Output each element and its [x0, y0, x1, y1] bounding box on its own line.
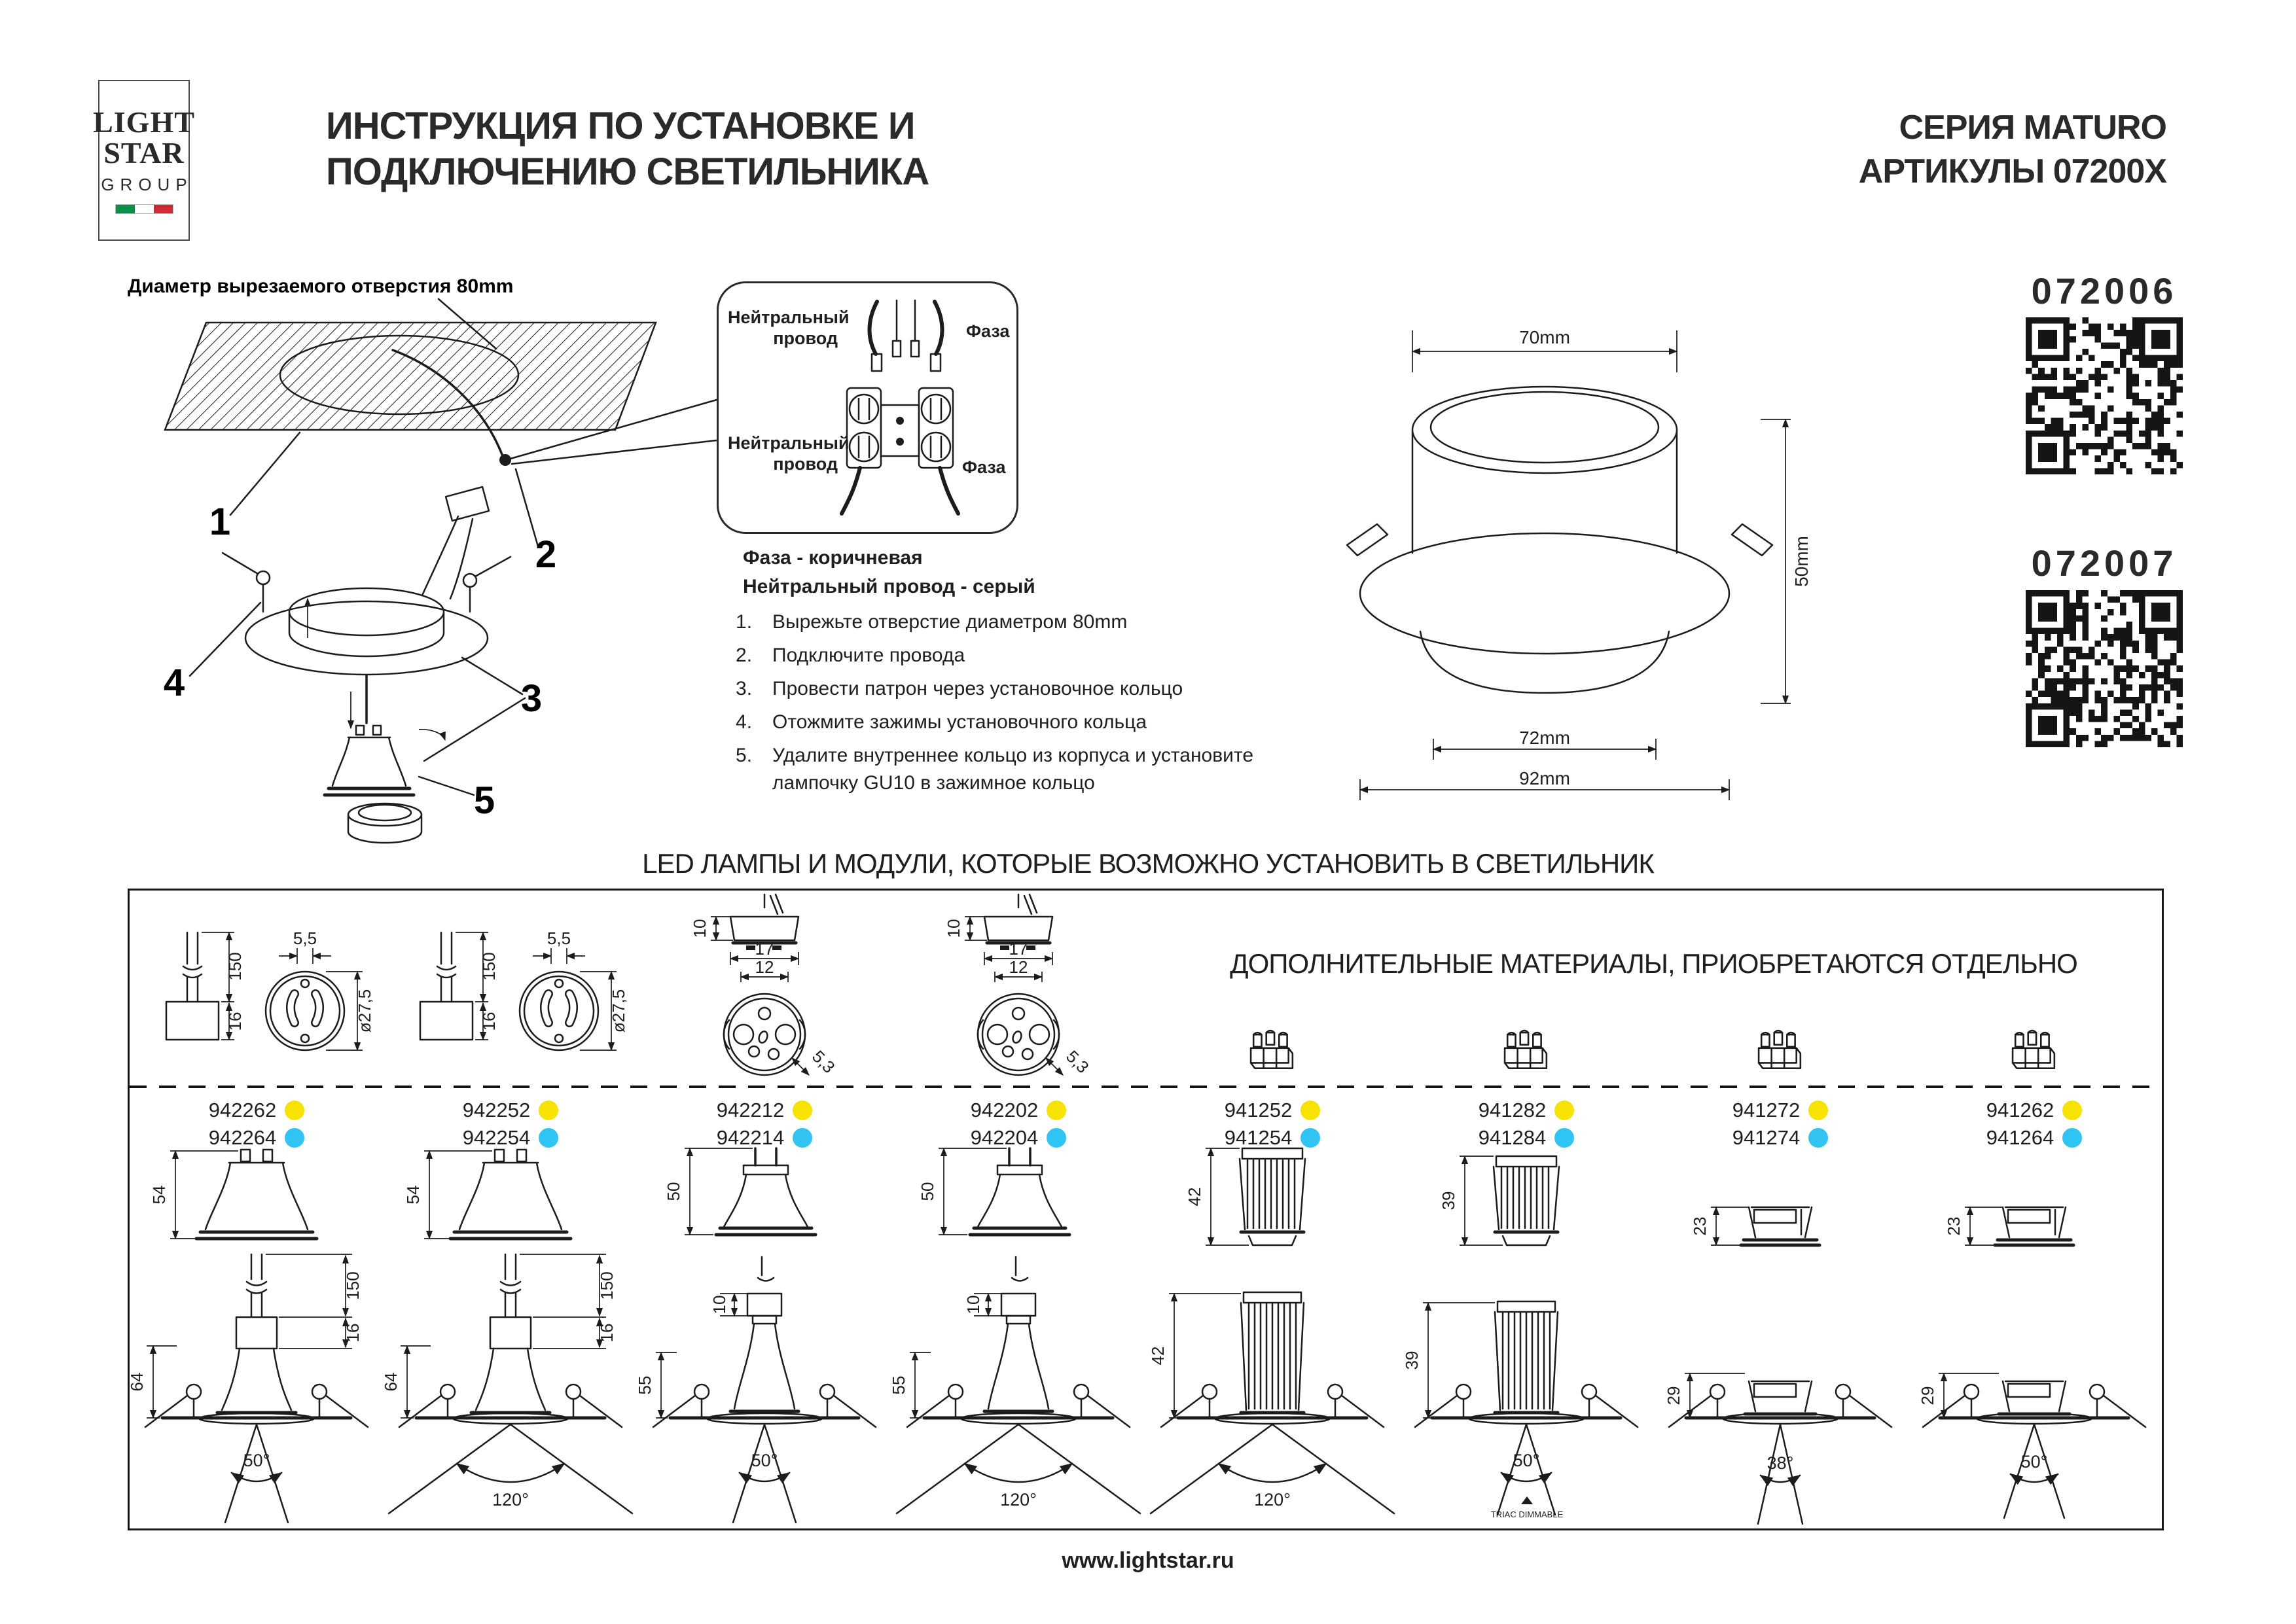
gu10-lamp-drawing: [384, 1147, 637, 1253]
step-5: Удалите внутреннее кольцо из корпуса и установите лампочку GU10 в зажимное кольцо: [772, 745, 1254, 794]
article-row: [1653, 1097, 1907, 1123]
module-top-label: 10: [709, 1295, 729, 1315]
dim-16: 16: [225, 1012, 245, 1031]
beam-angle-label: 120°: [492, 1490, 529, 1509]
article-number-072007: 072007: [2031, 542, 2178, 584]
neutral-color-note: Нейтральный провод - серый: [743, 576, 1035, 597]
lamp-height-label: 50: [664, 1182, 683, 1201]
series-name: СЕРИЯ MATURO: [1899, 109, 2166, 147]
wiring-callout-box: [717, 281, 1018, 534]
yellow-color-dot: [1300, 1101, 1320, 1120]
installation-steps: [732, 609, 1321, 803]
yellow-color-dot: [1808, 1101, 1828, 1120]
blue-color-dot: [1047, 1128, 1066, 1148]
article-code: 942252: [462, 1099, 531, 1121]
mr16-lamp-drawing: [637, 1147, 891, 1253]
mounted-fixture-drawing: [1907, 1253, 2161, 1527]
terminal-connector-icon: [1753, 1029, 1808, 1076]
module-top-label: 10: [963, 1295, 983, 1315]
wire-length-label: 150: [343, 1271, 363, 1300]
dim-5-3: 5,3: [808, 1046, 839, 1078]
gu10-socket-drawing: [384, 926, 637, 1089]
article-code: 942212: [716, 1099, 785, 1121]
terminal-connector-icon: [1245, 1029, 1300, 1076]
lamp-height-label: 23: [1944, 1216, 1964, 1236]
article-code: 942254: [462, 1126, 531, 1149]
phase-color-note: Фаза - коричневая: [743, 547, 923, 569]
low-module-drawing: [1907, 1147, 2161, 1253]
dim-150: 150: [225, 952, 245, 981]
page-title-line1: ИНСТРУКЦИЯ ПО УСТАНОВКЕ И: [326, 105, 915, 147]
step-3: Провести патрон через установочное кольцо: [772, 678, 1183, 699]
blue-color-dot: [793, 1128, 812, 1148]
mounted-fixture-drawing: [637, 1253, 891, 1527]
mr16-socket-drawing: [637, 894, 891, 1086]
low-module-drawing: [1653, 1147, 1907, 1253]
lamp-height-label: 54: [149, 1185, 169, 1205]
article-row: [384, 1097, 637, 1123]
fixture-dimensions-drawing: [1335, 291, 1833, 808]
lamp-column-1: [127, 891, 384, 1528]
dim-72mm: 72mm: [1519, 728, 1570, 748]
mount-height-label: 64: [127, 1372, 147, 1392]
mount-height-label: 64: [381, 1372, 401, 1392]
gu10-lamp-drawing: [130, 1147, 384, 1253]
wire-length-label: 150: [597, 1271, 617, 1300]
beam-angle-label: 50°: [1513, 1451, 1540, 1470]
beam-angle-label: 120°: [1000, 1490, 1037, 1509]
dim-16: 16: [479, 1012, 499, 1031]
dim-5-3: 5,3: [1062, 1046, 1093, 1078]
article-row: [130, 1097, 384, 1123]
lamp-height-label: 39: [1439, 1191, 1458, 1210]
article-code: 941284: [1478, 1126, 1547, 1149]
mr16-lamp-drawing: [891, 1147, 1145, 1253]
lamp-height-label: 50: [918, 1182, 937, 1201]
dim-17: 17: [755, 939, 774, 959]
blue-color-dot: [539, 1128, 558, 1148]
lamp-height-label: 42: [1185, 1187, 1204, 1207]
series-articles: АРТИКУЛЫ 07200X: [1858, 152, 2166, 190]
page-title-line2: ПОДКЛЮЧЕНИЮ СВЕТИЛЬНИКА: [326, 150, 929, 193]
article-number-072006: 072006: [2031, 270, 2178, 311]
website-url: www.lightstar.ru: [1062, 1548, 1234, 1573]
lamp-column-2: [381, 891, 637, 1528]
lamp-height-label: 23: [1690, 1216, 1710, 1236]
neutral-wire-label-bottom: Нейтральный провод: [728, 433, 850, 474]
lamp-height-label: 54: [403, 1185, 423, 1205]
lamp-column-3: [637, 891, 891, 1528]
dim-12: 12: [755, 957, 774, 977]
lamp-column-5: [1145, 891, 1399, 1528]
lamp-column-7: [1653, 891, 1907, 1528]
hole-diameter-note: Диаметр вырезаемого отверстия 80mm: [128, 275, 514, 297]
article-code: 941282: [1478, 1099, 1547, 1121]
mounted-fixture-drawing: [1399, 1253, 1653, 1527]
mount-height-label: 55: [889, 1375, 908, 1395]
blue-color-dot: [1554, 1128, 1574, 1148]
callout-3: 3: [520, 677, 543, 720]
article-code: 942214: [716, 1126, 785, 1149]
beam-angle-label: 38°: [1767, 1453, 1794, 1473]
beam-angle-label: 50°: [2020, 1452, 2048, 1472]
dim-17: 17: [1009, 939, 1028, 959]
dim-10: 10: [944, 919, 963, 938]
beam-angle-label: 120°: [1254, 1490, 1291, 1509]
page-title: [326, 103, 929, 195]
installation-diagram: [92, 272, 746, 847]
yellow-color-dot: [285, 1101, 304, 1120]
article-code: 942262: [208, 1099, 277, 1121]
step-1: Вырежьте отверстие диаметром 80mm: [772, 611, 1128, 633]
logo-word-light: LIGHT: [93, 105, 195, 139]
dim-27-5: ø27,5: [355, 989, 374, 1033]
article-code: 941262: [1986, 1099, 2054, 1121]
beam-angle-label: 50°: [751, 1451, 778, 1470]
series-header: [1859, 106, 2166, 194]
article-code: 942202: [970, 1099, 1039, 1121]
base-height-label: 16: [597, 1323, 617, 1343]
yellow-color-dot: [793, 1101, 812, 1120]
article-code: 941264: [1986, 1126, 2054, 1149]
blue-color-dot: [285, 1128, 304, 1148]
lamp-column-6: [1399, 891, 1653, 1528]
article-row: [1399, 1097, 1653, 1123]
article-code: 942264: [208, 1126, 277, 1149]
base-height-label: 16: [343, 1323, 363, 1343]
beam-angle-label: 50°: [243, 1451, 270, 1470]
logo-word-star: STAR: [103, 136, 185, 169]
dim-5-5: 5,5: [293, 928, 317, 948]
led-module-drawing: [1145, 1147, 1399, 1253]
mount-height-label: 39: [1402, 1350, 1422, 1370]
logo-word-group: GROUP: [101, 175, 193, 194]
dim-10: 10: [690, 919, 709, 938]
mr16-socket-drawing: [891, 894, 1145, 1086]
blue-color-dot: [2062, 1128, 2082, 1148]
qr-code-072007: [2026, 590, 2183, 747]
lamp-column-8: [1907, 891, 2161, 1528]
article-code: 942204: [970, 1126, 1039, 1149]
terminal-connector-icon: [2007, 1029, 2062, 1076]
terminal-connector-icon: [1499, 1029, 1554, 1076]
dimmable-triangle-icon: [1521, 1496, 1533, 1504]
lamp-column-4: [891, 891, 1145, 1528]
dim-5-5: 5,5: [547, 928, 571, 948]
neutral-wire-label-top: Нейтральный провод: [728, 308, 850, 348]
callout-5: 5: [473, 779, 495, 822]
triac-dimmable-label: TRIAC DIMMABLE: [1490, 1509, 1564, 1519]
step-4: Отожмите зажимы установочного кольца: [772, 711, 1147, 733]
article-code: 941272: [1732, 1099, 1801, 1121]
dim-12: 12: [1009, 957, 1028, 977]
led-module-drawing: [1399, 1147, 1653, 1253]
callout-2: 2: [535, 533, 557, 576]
dim-27-5: ø27,5: [609, 989, 628, 1033]
extra-materials-title: ДОПОЛНИТЕЛЬНЫЕ МАТЕРИАЛЫ, ПРИОБРЕТАЮТСЯ ОТДЕЛЬНО: [1230, 948, 2077, 979]
qr-code-072006: [2026, 317, 2183, 474]
mount-height-label: 29: [1918, 1386, 1937, 1405]
yellow-color-dot: [539, 1101, 558, 1120]
article-row: [1145, 1097, 1399, 1123]
callout-4: 4: [163, 662, 185, 704]
blue-color-dot: [1300, 1128, 1320, 1148]
mounted-fixture-drawing: [127, 1253, 384, 1527]
gu10-socket-drawing: [130, 926, 384, 1089]
italian-flag-icon: [115, 204, 173, 214]
wire-junction-dot: [499, 454, 511, 466]
phase-label-bottom: Фаза: [962, 457, 1006, 477]
callout-1: 1: [209, 501, 231, 543]
dim-92mm: 92mm: [1519, 768, 1570, 788]
mounted-fixture-drawing: [891, 1253, 1145, 1527]
mount-height-label: 29: [1664, 1386, 1683, 1405]
blue-color-dot: [1808, 1128, 1828, 1148]
mounted-fixture-drawing: [381, 1253, 637, 1527]
mounted-fixture-drawing: [1653, 1253, 1907, 1527]
yellow-color-dot: [1047, 1101, 1066, 1120]
lamp-table: [128, 889, 2164, 1530]
dim-150: 150: [479, 952, 499, 981]
phase-label-top: Фаза: [966, 321, 1010, 341]
step-2: Подключите провода: [772, 644, 965, 666]
yellow-color-dot: [2062, 1101, 2082, 1120]
mount-height-label: 42: [1148, 1346, 1168, 1366]
mounted-fixture-drawing: [1145, 1253, 1399, 1527]
article-code: 941254: [1224, 1126, 1293, 1149]
article-row: [891, 1097, 1145, 1123]
dim-70mm: 70mm: [1519, 327, 1570, 347]
article-code: 941274: [1732, 1126, 1801, 1149]
article-row: [1907, 1097, 2161, 1123]
lightstar-logo: [93, 80, 195, 241]
mount-height-label: 55: [635, 1375, 655, 1395]
led-section-title: LED ЛАМПЫ И МОДУЛИ, КОТОРЫЕ ВОЗМОЖНО УСТАНОВИТЬ В СВЕТИЛЬНИК: [642, 848, 1654, 879]
dim-50mm: 50mm: [1791, 536, 1812, 587]
yellow-color-dot: [1554, 1101, 1574, 1120]
article-code: 941252: [1224, 1099, 1293, 1121]
article-row: [637, 1097, 891, 1123]
